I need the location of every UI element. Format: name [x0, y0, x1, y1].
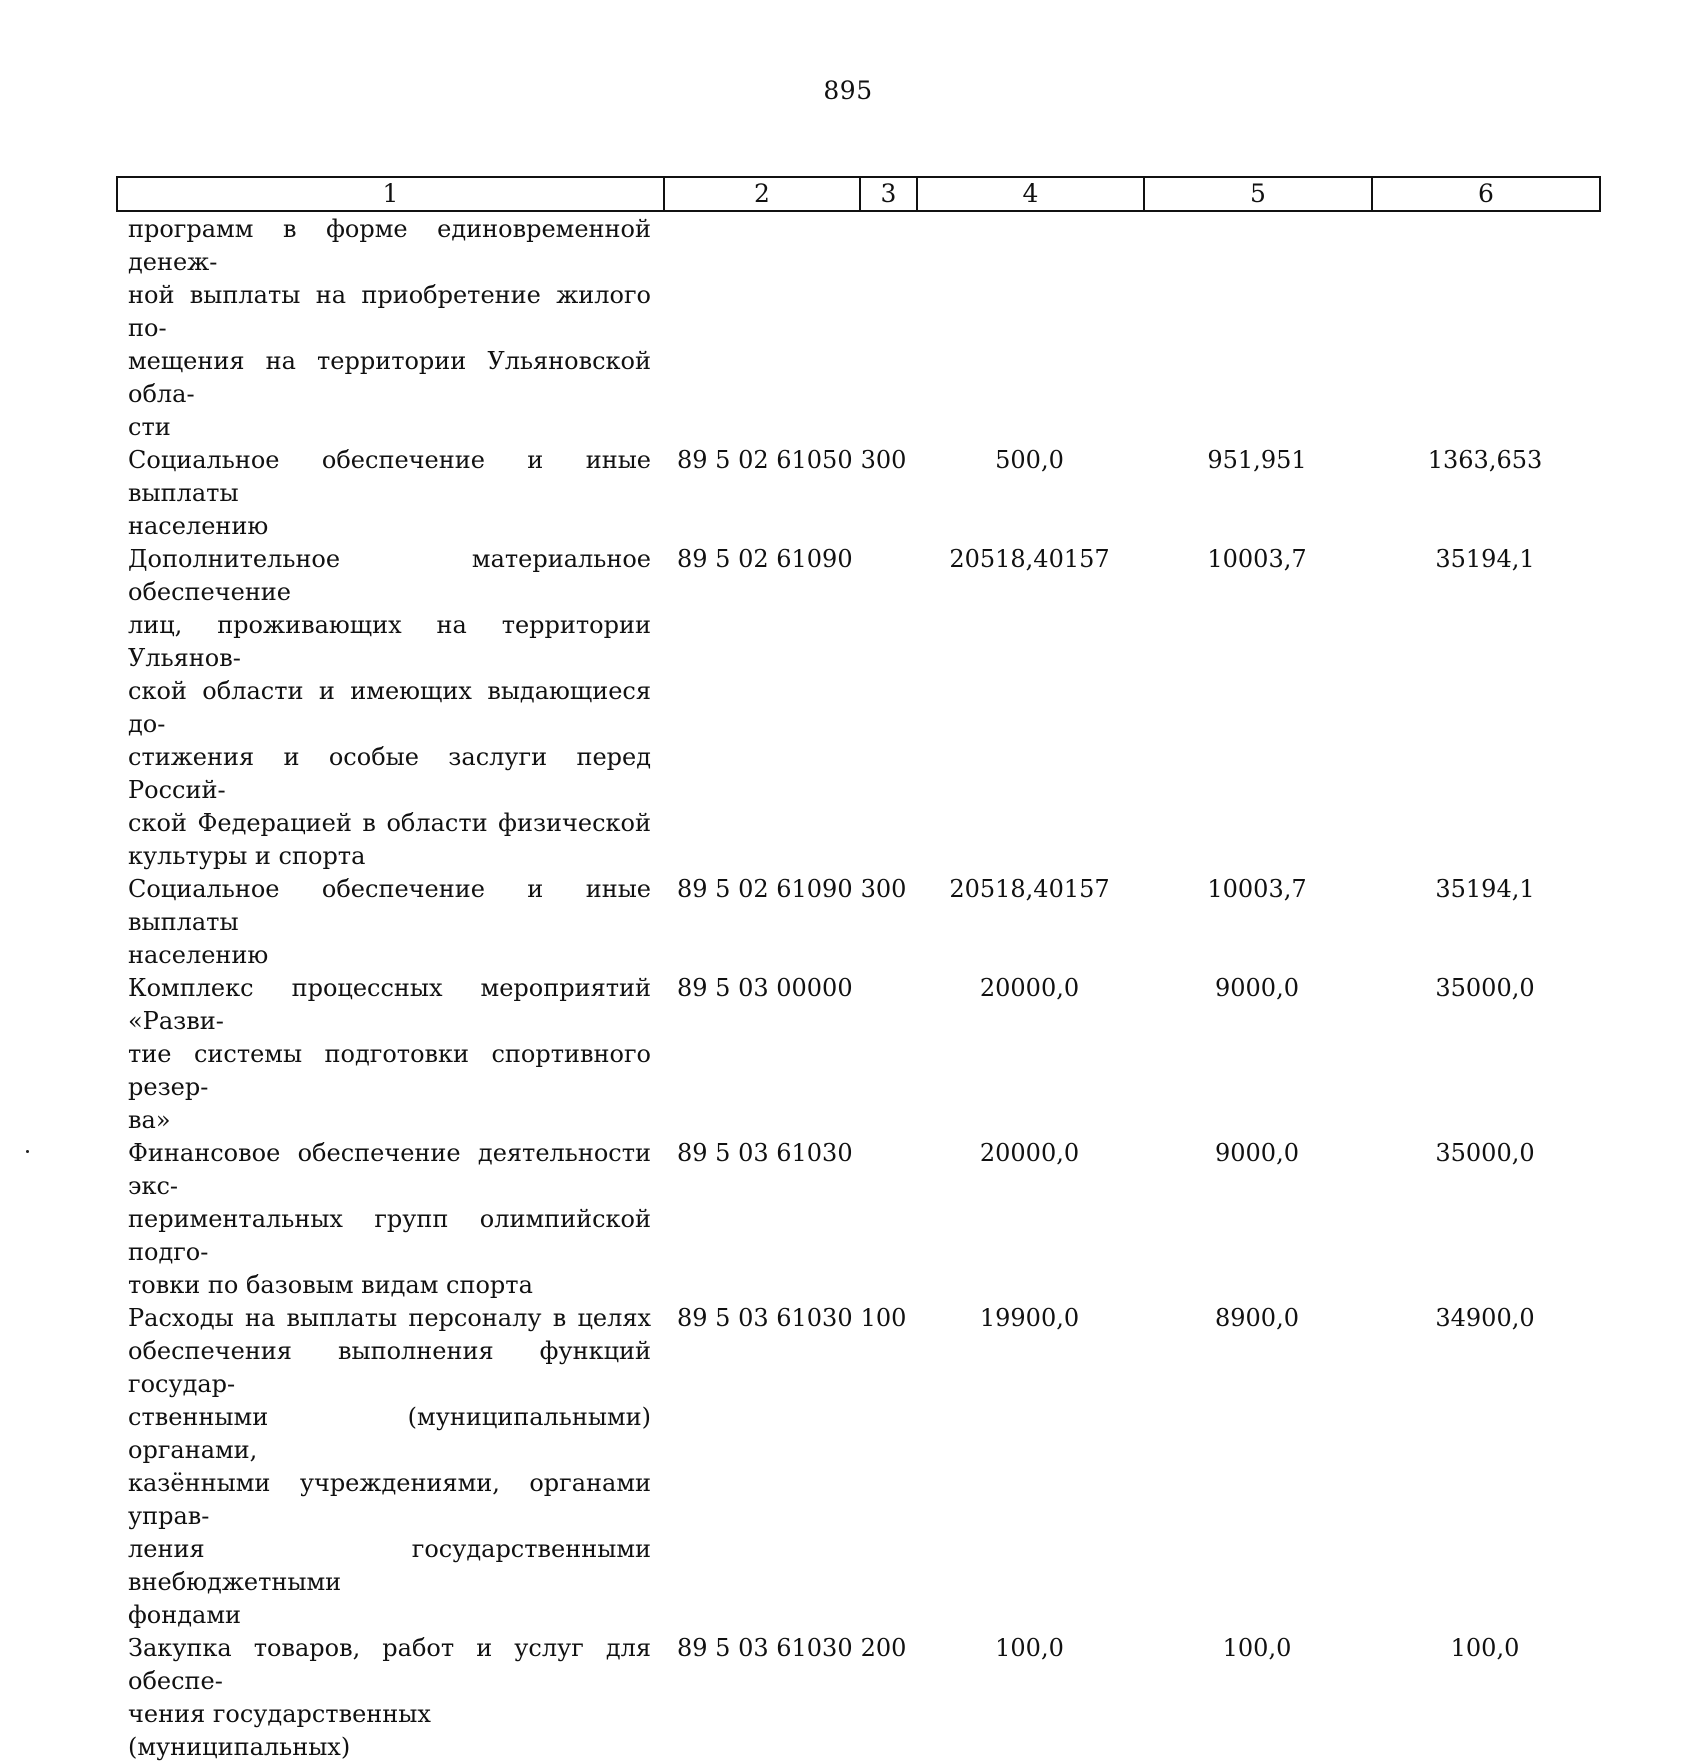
row-description [116, 543, 663, 873]
amount-col-5: 9000,0 [1215, 974, 1299, 1002]
row-description [116, 873, 663, 972]
target-code: 89 5 03 00000 [677, 974, 853, 1002]
description-line: ной выплаты на приобретение жилого по- [128, 281, 651, 342]
amount-col-5: 100,0 [1222, 1634, 1292, 1662]
row-description [116, 444, 663, 543]
description-line: тие системы подготовки спортивного резер- [128, 1040, 651, 1101]
target-code: 89 5 03 61030 [677, 1139, 853, 1167]
description-line: обеспечения выполнения функций государ- [128, 1337, 651, 1398]
description-line: стижения и особые заслуги перед Россий- [128, 743, 651, 804]
description-line: населению [128, 512, 269, 540]
description-line: Дополнительное материальное обеспечение [128, 545, 651, 606]
description-line: лиц, проживающих на территории Ульянов- [128, 611, 651, 672]
description-line: программ в форме единовременной денеж- [128, 215, 651, 276]
table-row [116, 213, 1599, 444]
description-line: ва» [128, 1106, 171, 1134]
row-description [116, 1137, 663, 1302]
amount-col-4: 100,0 [995, 1634, 1064, 1662]
header-cell-6: 6 [1372, 177, 1600, 211]
amount-col-4: 20000,0 [979, 1139, 1080, 1167]
amount-col-5: 10003,7 [1207, 545, 1307, 573]
page-number: 895 [823, 76, 873, 105]
amount-col-5: 8900,0 [1215, 1304, 1299, 1332]
budget-table [116, 213, 1599, 1764]
description-line: Социальное обеспечение и иные выплаты [128, 446, 651, 507]
expense-type [859, 213, 916, 444]
table-row [116, 873, 1599, 972]
table-row [116, 1137, 1599, 1302]
description-line: Закупка товаров, работ и услуг для обеспе- [128, 1634, 651, 1695]
amount-col-4: 19900,0 [979, 1304, 1080, 1332]
description-line: культуры и спорта [128, 842, 366, 870]
table-row [116, 444, 1599, 543]
description-line: Социальное обеспечение и иные выплаты [128, 875, 651, 936]
amount-col-6: 35194,1 [1435, 545, 1535, 573]
target-code: 89 5 02 61090 [677, 875, 853, 903]
amount-col-5: 9000,0 [1215, 1139, 1299, 1167]
row-description [116, 1632, 663, 1764]
expense-type: 300 [860, 875, 907, 903]
amount-col-4 [916, 213, 1143, 444]
row-description [116, 1302, 663, 1632]
expense-type [859, 543, 916, 873]
amount-col-6: 1363,653 [1427, 446, 1543, 474]
description-line: ления государственными внебюджетными [128, 1535, 651, 1596]
expense-type [859, 972, 916, 1137]
amount-col-4: 20000,0 [979, 974, 1080, 1002]
header-row [117, 177, 1600, 211]
row-description [116, 213, 663, 444]
expense-type: 100 [860, 1304, 907, 1332]
table-row [116, 972, 1599, 1137]
header-cell-3: 3 [860, 177, 917, 211]
column-number-header [116, 176, 1601, 212]
description-line: сти [128, 413, 171, 441]
amount-col-6: 100,0 [1450, 1634, 1520, 1662]
target-code: 89 5 03 61030 [677, 1634, 853, 1662]
table-row [116, 1302, 1599, 1632]
target-code [663, 213, 859, 444]
amount-col-6: 35194,1 [1435, 875, 1535, 903]
target-code: 89 5 02 61090 [677, 545, 853, 573]
row-description [116, 972, 663, 1137]
description-line: ской Федерацией в области физической [128, 809, 651, 837]
amount-col-6: 35000,0 [1435, 1139, 1535, 1167]
description-line: Комплекс процессных мероприятий «Разви- [128, 974, 651, 1035]
expense-type: 300 [860, 446, 907, 474]
header-cell-1: 1 [117, 177, 664, 211]
amount-col-6 [1371, 213, 1599, 444]
target-code: 89 5 02 61050 [677, 446, 853, 474]
table-row [116, 1632, 1599, 1764]
description-line: чения государственных (муниципальных) [128, 1700, 431, 1761]
description-line: населению [128, 941, 269, 969]
amount-col-4: 20518,40157 [949, 545, 1110, 573]
description-line: фондами [128, 1601, 241, 1629]
description-line: периментальных групп олимпийской подго- [128, 1205, 651, 1266]
table-row [116, 543, 1599, 873]
amount-col-5 [1143, 213, 1371, 444]
target-code: 89 5 03 61030 [677, 1304, 853, 1332]
expense-type: 200 [860, 1634, 907, 1662]
amount-col-6: 35000,0 [1435, 974, 1535, 1002]
amount-col-6: 34900,0 [1435, 1304, 1535, 1332]
description-line: Расходы на выплаты персоналу в целях [128, 1304, 651, 1332]
amount-col-4: 500,0 [995, 446, 1064, 474]
amount-col-5: 10003,7 [1207, 875, 1307, 903]
description-line: ской области и имеющих выдающиеся до- [128, 677, 651, 738]
header-cell-5: 5 [1144, 177, 1372, 211]
table-body [116, 213, 1599, 1764]
description-line: ственными (муниципальными) органами, [128, 1403, 651, 1464]
description-line: мещения на территории Ульяновской обла- [128, 347, 651, 408]
header-cell-4: 4 [917, 177, 1144, 211]
scan-speck [26, 1150, 29, 1153]
expense-type [859, 1137, 916, 1302]
header-cell-2: 2 [664, 177, 860, 211]
description-line: казёнными учреждениями, органами управ- [128, 1469, 651, 1530]
description-line: Финансовое обеспечение деятельности экс- [128, 1139, 651, 1200]
amount-col-5: 951,951 [1207, 446, 1307, 474]
description-line: товки по базовым видам спорта [128, 1271, 533, 1299]
amount-col-4: 20518,40157 [949, 875, 1110, 903]
